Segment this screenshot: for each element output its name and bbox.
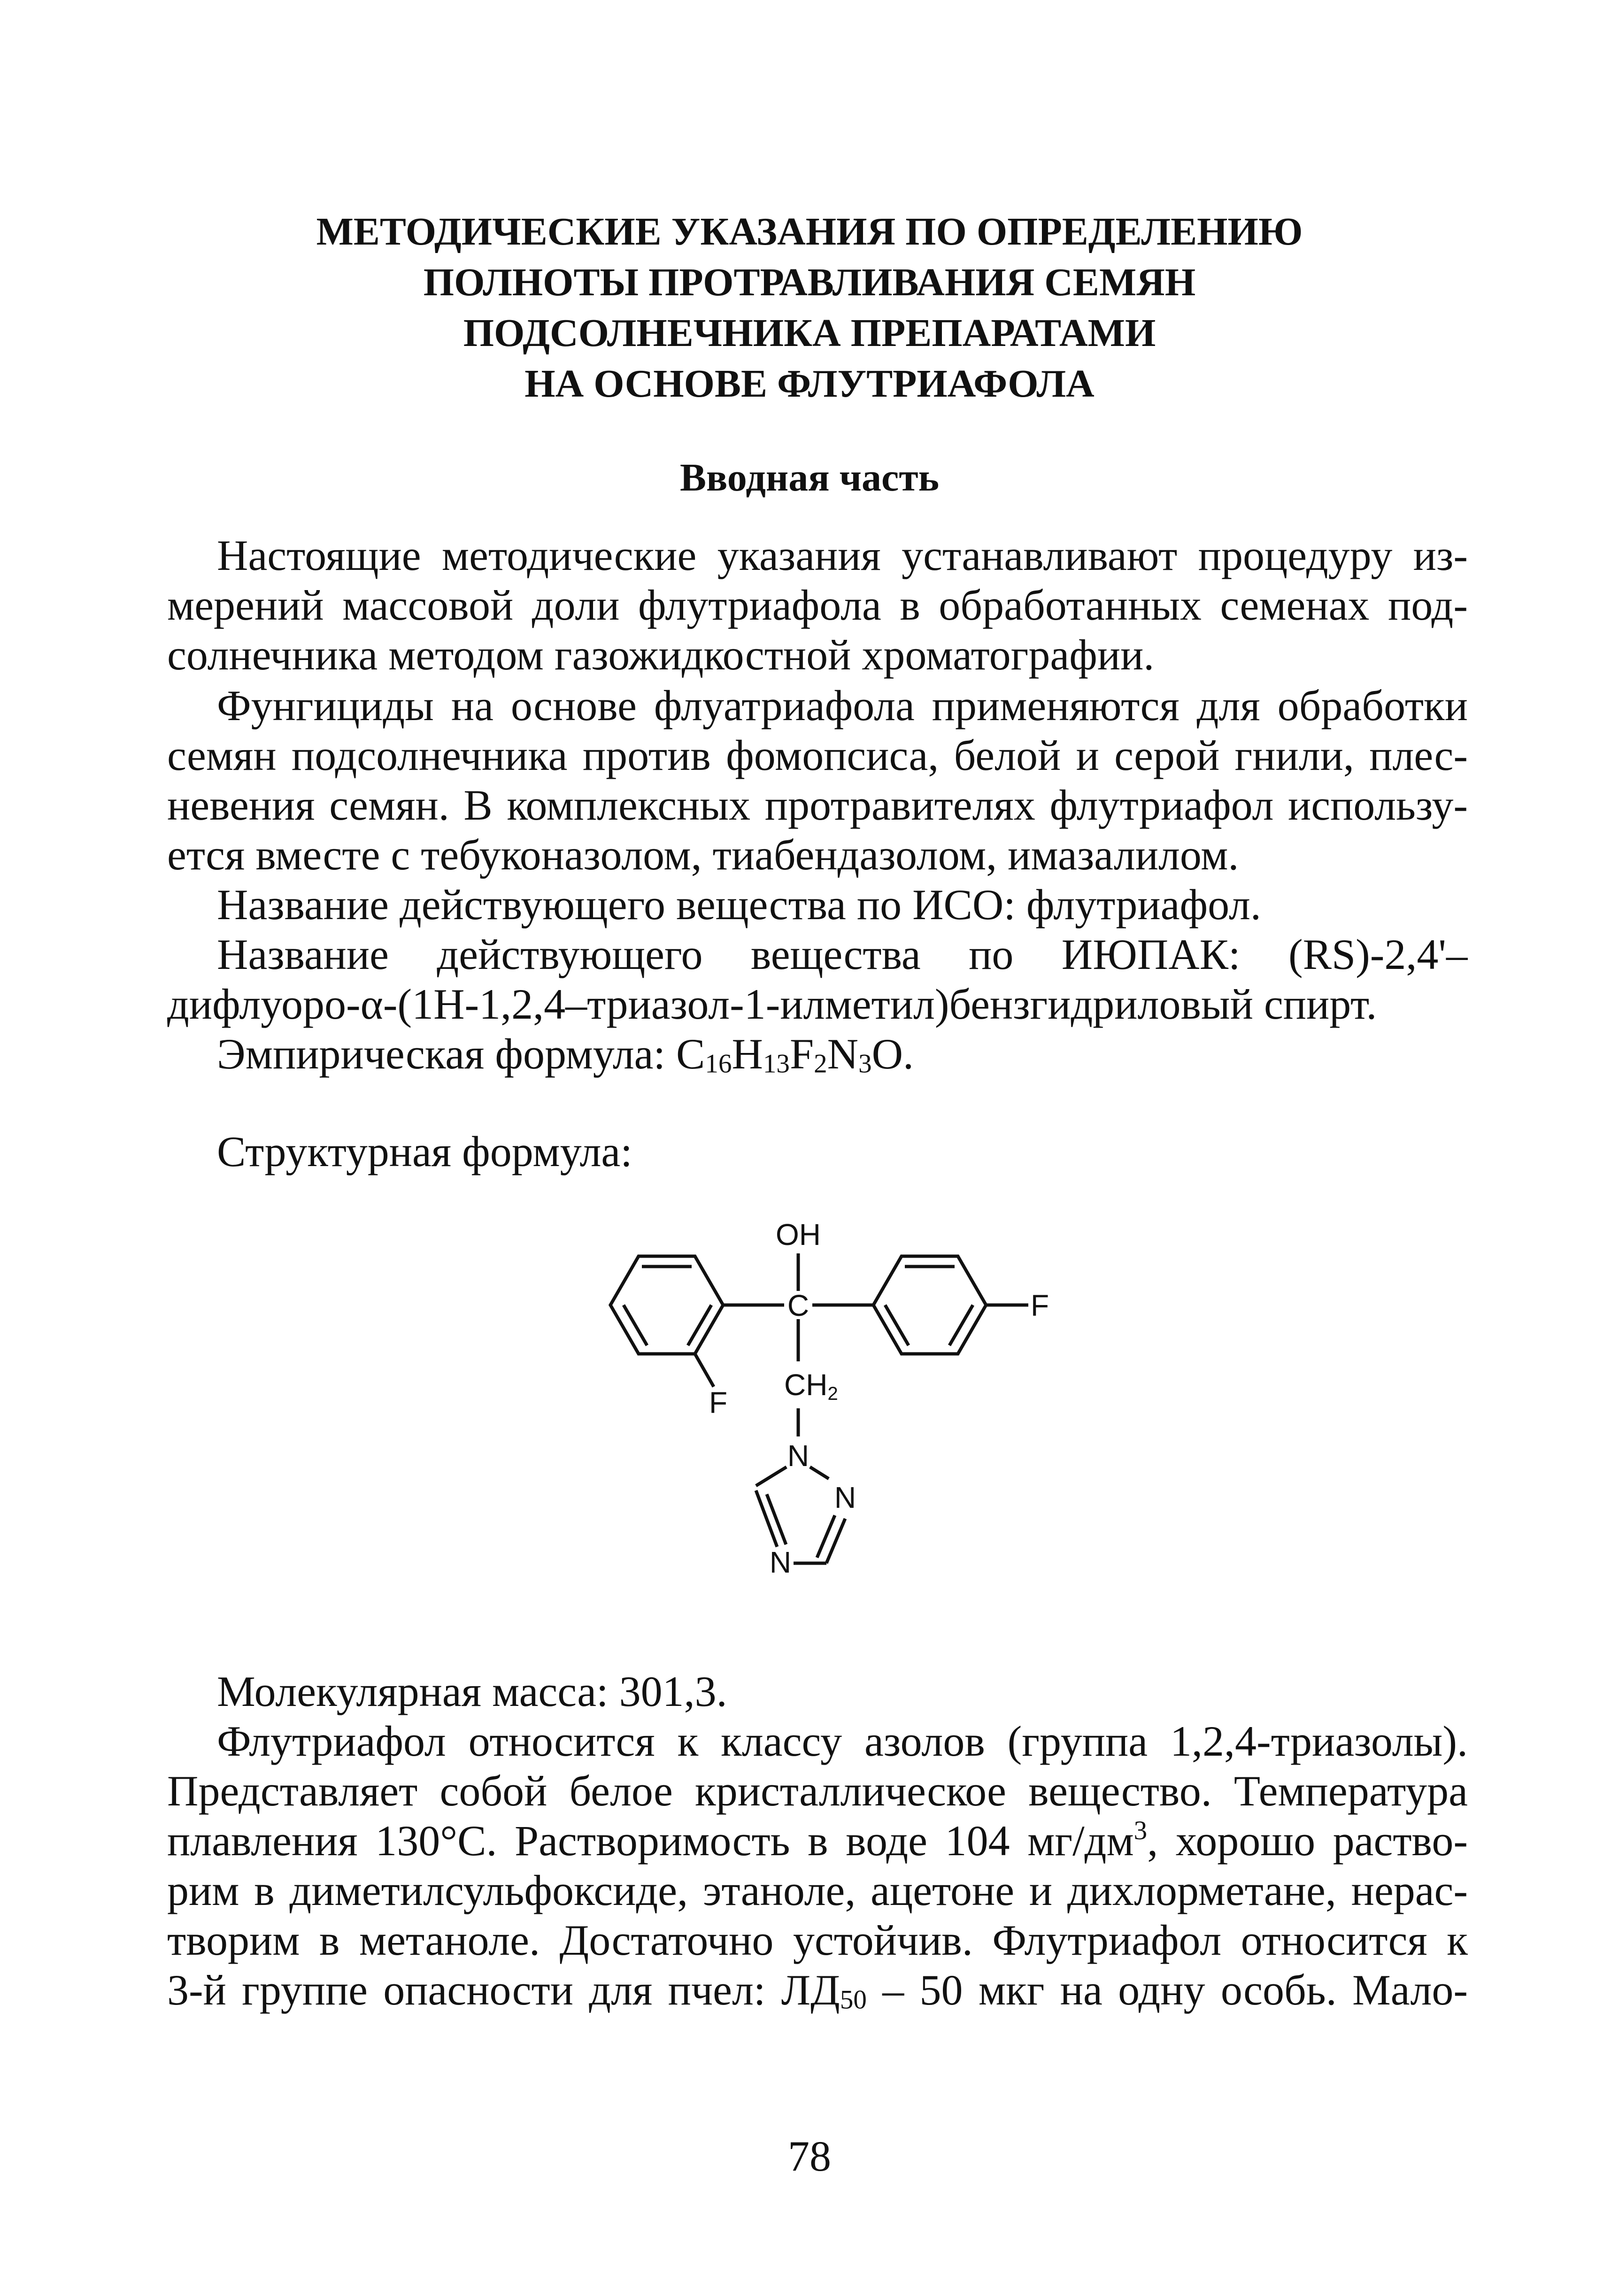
formula-f-count: 2 (814, 1049, 827, 1079)
fungicides-line-2: семян подсолнечника против фомопсиса, белой и серой гнили, плес- (167, 731, 1468, 779)
structural-formula-diagram (540, 1202, 1150, 1624)
formula-n: N (827, 1030, 859, 1078)
formula-h: H (732, 1030, 763, 1078)
formula-c: C (676, 1030, 705, 1078)
properties-block (167, 1666, 1468, 2015)
intro-block (167, 530, 1468, 680)
triazole-n1-label: N (787, 1439, 810, 1473)
title-line-4: НА ОСНОВЕ ФЛУТРИАФОЛА (524, 362, 1095, 406)
properties-line-3b: , хорошо раство- (1147, 1817, 1468, 1865)
fungicides-paragraph (167, 681, 1468, 880)
intro-line-1: Настоящие методические указания устанавливают процедуру из- (217, 531, 1468, 579)
iupac-line-1: Название действующего вещества по ИЮПАК: (RS)-2,4'– (217, 930, 1468, 978)
iupac-line-2: дифлуоро-α-(1Н-1,2,4–триазол-1-илметил)бензгидриловый спирт. (167, 980, 1377, 1028)
properties-line-5: творим в метаноле. Достаточно устойчив. Флутриафол относится к (167, 1916, 1468, 1964)
triazole-n2-label: N (834, 1481, 856, 1514)
section-title: Вводная часть (679, 456, 940, 499)
title-line-1: МЕТОДИЧЕСКИЕ УКАЗАНИЯ ПО ОПРЕДЕЛЕНИЮ (316, 210, 1303, 253)
ch2-label (784, 1368, 838, 1404)
iso-name: Название действующего вещества по ИСО: флутриафол. (217, 881, 1261, 929)
formula-n-count: 3 (858, 1049, 872, 1079)
properties-line-3 (167, 1816, 1468, 1866)
title-line-3: ПОДСОЛНЕЧНИКА ПРЕПАРАТАМИ (463, 311, 1156, 355)
formula-c-count: 16 (705, 1049, 732, 1079)
oh-label: OH (776, 1218, 821, 1252)
main-text-block (167, 681, 1468, 1079)
left-benzene-ring (610, 1256, 723, 1354)
cubic-superscript: 3 (1133, 1816, 1148, 1845)
properties-line-6a: 3-й группе опасности для пчел: ЛД (167, 1966, 840, 2014)
carbon-label: C (787, 1289, 810, 1322)
ld50-subscript: 50 (840, 1985, 867, 2015)
empirical-label: Эмпирическая формула: (217, 1030, 677, 1078)
bonds (695, 1253, 1028, 1563)
properties-line-2: Представляет собой белое кристаллическое вещество. Температура (167, 1767, 1468, 1815)
intro-line-2: мерений массовой доли флутриафола в обработанных семенах под- (167, 581, 1468, 629)
formula-f: F (789, 1030, 814, 1078)
document-title (0, 207, 1619, 409)
fluorine-right-label: F (1031, 1289, 1049, 1322)
properties-line-6 (167, 1965, 1468, 2015)
empirical-formula (167, 1029, 1468, 1079)
properties-paragraph (167, 1716, 1468, 2015)
properties-line-6b: – 50 мкг на одну особь. Мало- (866, 1966, 1468, 2014)
molar-mass: Молекулярная масса: 301,3. (217, 1667, 727, 1715)
fungicides-line-1: Фунгициды на основе флуатриафола применяются для обработки (217, 682, 1468, 729)
structural-formula-label: Структурная формула: (217, 1128, 632, 1175)
properties-line-4: рим в диметилсульфоксиде, этаноле, ацетоне и дихлорметане, нерас- (167, 1866, 1468, 1914)
properties-line-3a: плавления 130°С. Растворимость в воде 104 мг/дм (167, 1817, 1134, 1865)
page-number: 78 (788, 2132, 831, 2180)
intro-line-3: солнечника методом газожидкостной хроматографии. (167, 631, 1155, 679)
right-benzene-ring (873, 1256, 986, 1354)
intro-paragraph (167, 530, 1468, 680)
fluorine-left-label: F (709, 1386, 728, 1420)
formula-tail: O. (871, 1030, 914, 1078)
ch-text: CH (784, 1368, 828, 1402)
properties-line-1: Флутриафол относится к классу азолов (группа 1,2,4-триазолы). (217, 1717, 1468, 1765)
triazole-n4-label: N (769, 1545, 792, 1579)
formula-h-count: 13 (763, 1049, 790, 1079)
title-line-2: ПОЛНОТЫ ПРОТРАВЛИВАНИЯ СЕМЯН (423, 261, 1196, 304)
fungicides-line-4: ется вместе с тебуконазолом, тиабендазолом, имазалилом. (167, 831, 1239, 879)
fungicides-line-3: невения семян. В комплексных протравителях флутриафол использу- (167, 781, 1468, 829)
ch2-subscript: 2 (827, 1383, 838, 1404)
